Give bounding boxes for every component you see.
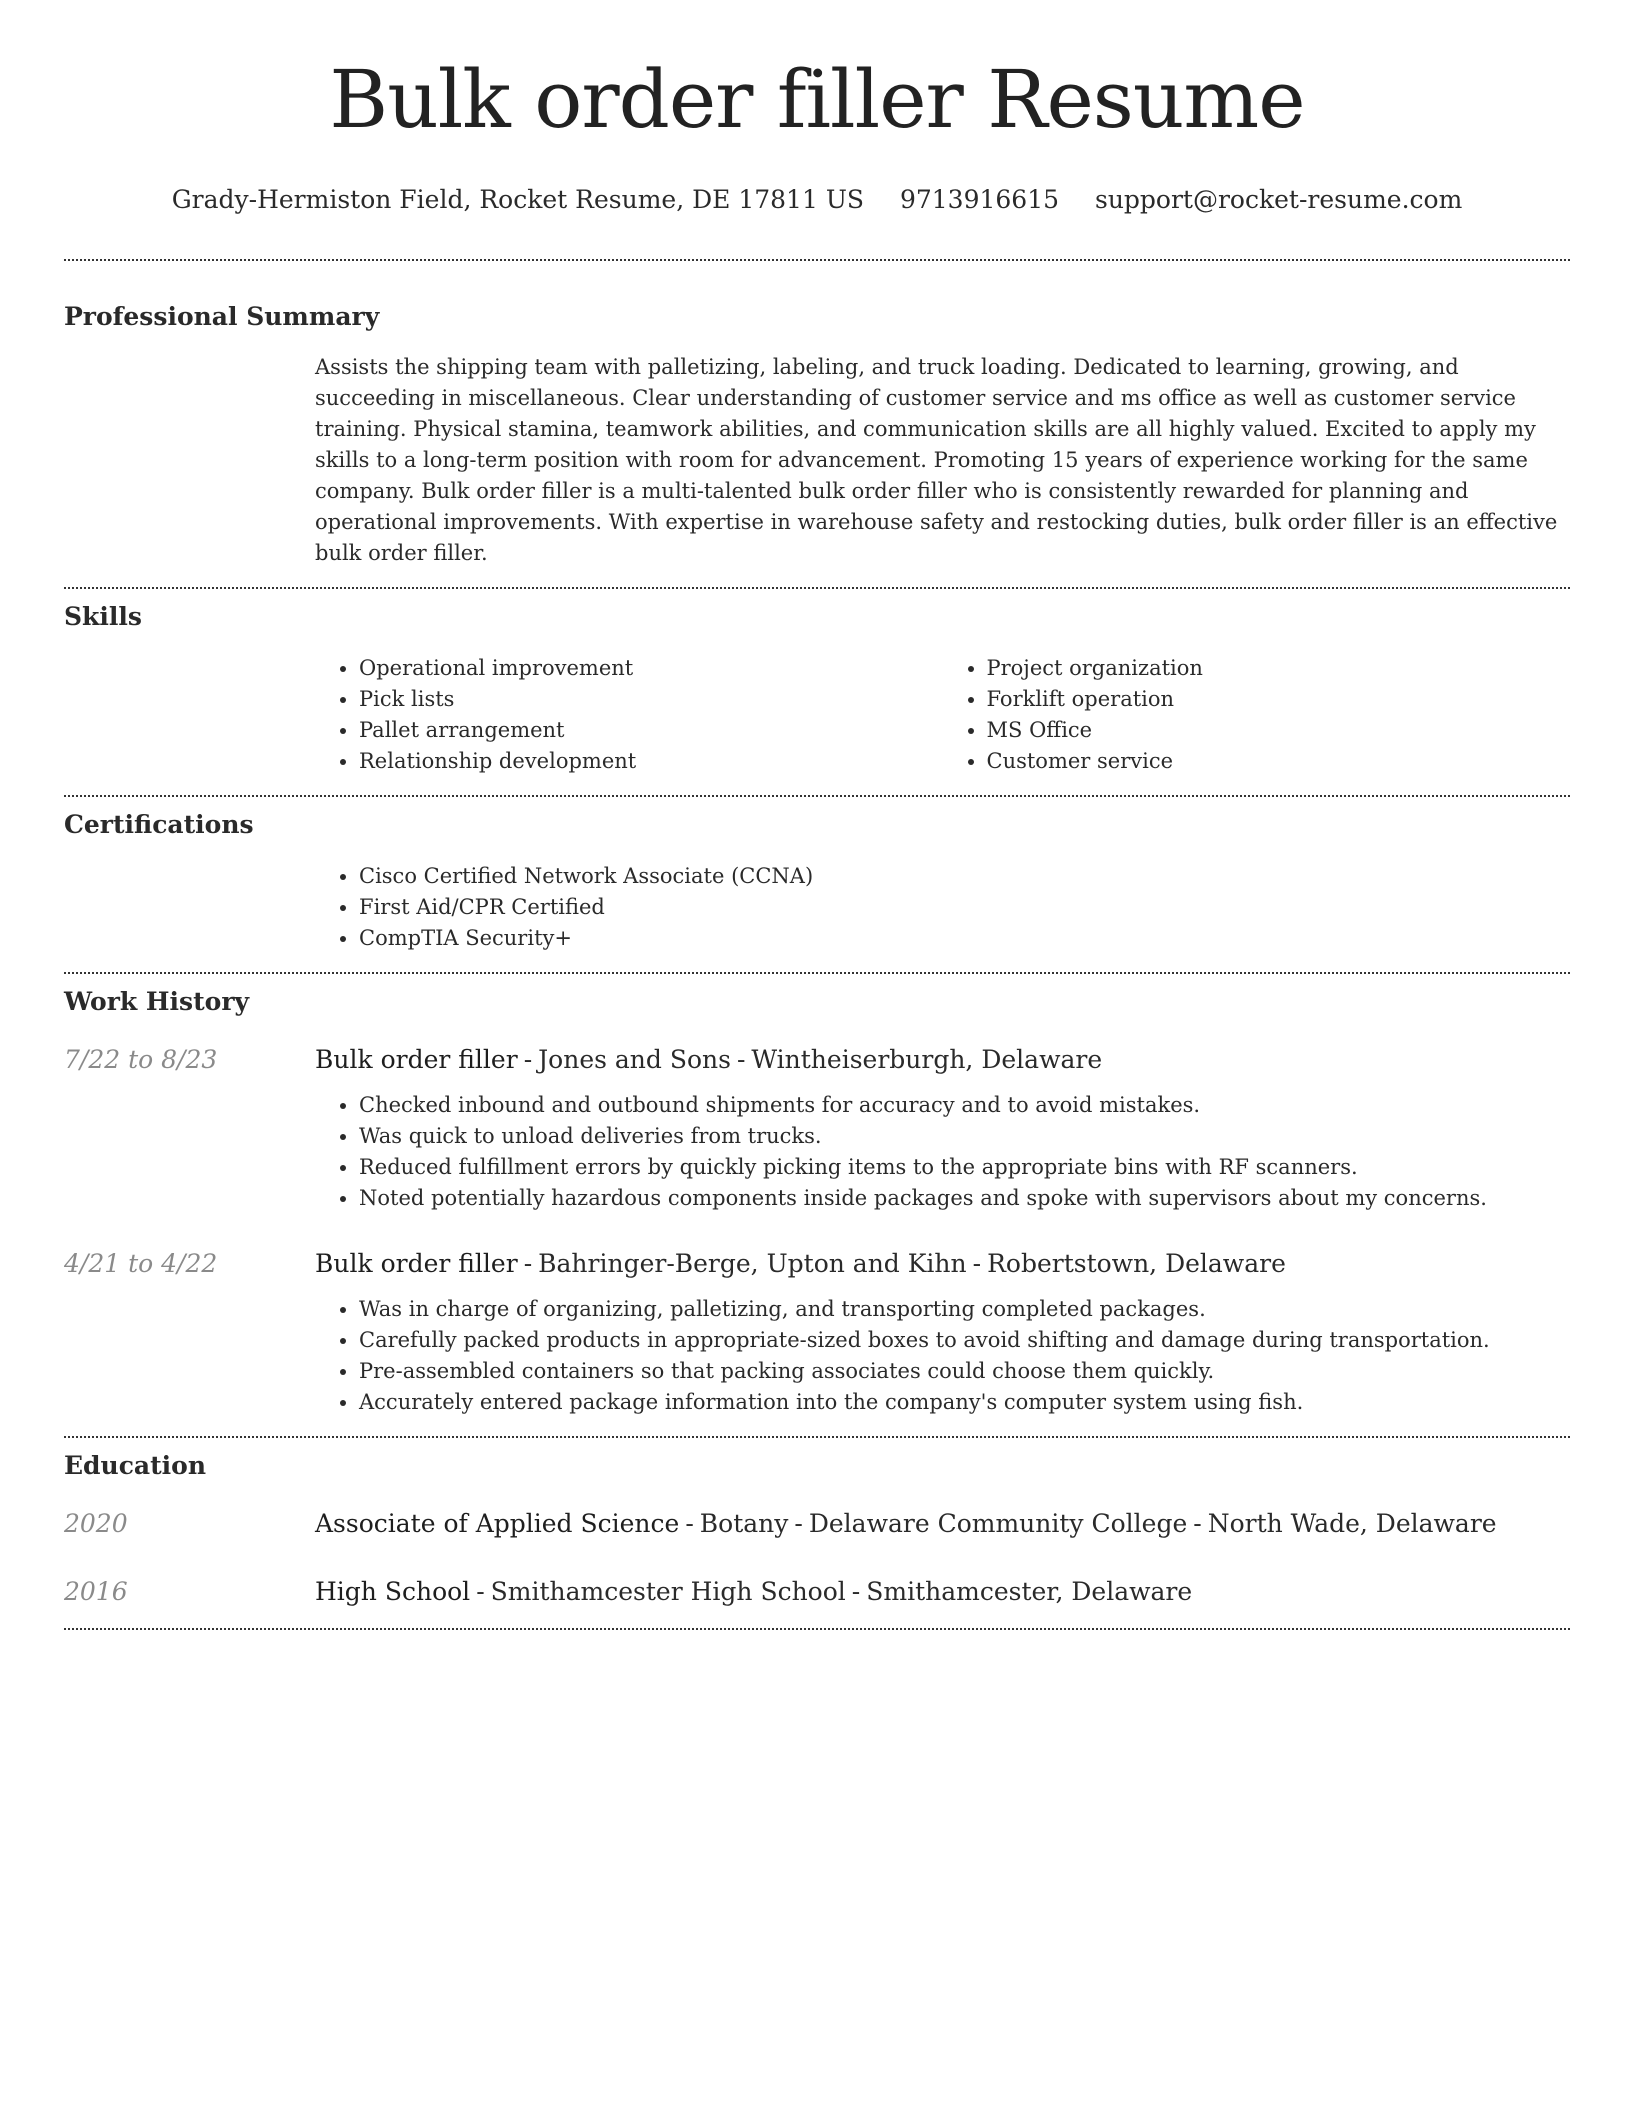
job-title: Bulk order filler [315, 1249, 518, 1278]
divider [64, 795, 1570, 797]
education-field: Botany [699, 1509, 789, 1538]
education-heading: High School - Smithamcester High School - Smithamcester, Delaware [315, 1577, 1193, 1606]
divider [64, 259, 1570, 261]
contact-address: Grady-Hermiston Field, Rocket Resume, DE 17811 US [171, 185, 865, 214]
skill-item: • Pallet arrangement [359, 715, 943, 746]
job-bullet: • Checked inbound and outbound shipments for accuracy and to avoid mistakes. [359, 1090, 1570, 1121]
education-degree: Associate of Applied Science [315, 1509, 680, 1538]
job-bullets [315, 1090, 1570, 1214]
job-entry [64, 1246, 1570, 1418]
section-heading: Skills [64, 602, 142, 631]
job-bullet: • Carefully packed products in appropriate-sized boxes to avoid shifting and damage during transportation. [359, 1325, 1570, 1356]
job-company: Jones and Sons [538, 1045, 731, 1074]
job-bullets [315, 1294, 1570, 1418]
job-header [64, 1246, 1570, 1282]
job-bullet: • Noted potentially hazardous components inside packages and spoke with supervisors about my concerns. [359, 1183, 1570, 1214]
resume-title: Bulk order filler Resume [329, 53, 1305, 146]
education-year: 2016 [64, 1577, 128, 1606]
work-history-section [64, 984, 1570, 1418]
job-heading: Bulk order filler - Jones and Sons - Wintheiserburgh, Delaware [315, 1045, 1103, 1074]
summary-text: Assists the shipping team with palletizing, labeling, and truck loading. Dedicated to learning, growing, and succeeding in miscellaneous. Clear understanding of customer service and ms office as well as customer service training. Physical stamina, teamwork abilities, and communication skills are all highly valued. Excited to apply my skills to a long-term position with room for advancement. Promoting 15 years of experience working for the same company. Bulk order filler is a multi-talented bulk order filler who is consistently rewarded for planning and operational improvements. With expertise in warehouse safety and restocking duties, bulk order filler is an effective bulk order filler. [315, 355, 1558, 565]
job-header [64, 1042, 1570, 1078]
job-details [315, 1090, 1570, 1214]
job-location: Wintheiserburgh, Delaware [751, 1045, 1103, 1074]
job-dates: 4/21 to 4/22 [64, 1249, 218, 1278]
contact-line [64, 182, 1570, 218]
section-heading: Professional Summary [64, 302, 380, 331]
education-location: Smithamcester, Delaware [866, 1577, 1193, 1606]
skills-grid [315, 653, 1570, 777]
divider [64, 1436, 1570, 1438]
education-school: Smithamcester High School [490, 1577, 846, 1606]
education-section [64, 1448, 1570, 1610]
contact-phone: 9713916615 [899, 185, 1060, 214]
certification-item: • CompTIA Security+ [359, 923, 1570, 954]
job-details [315, 1294, 1570, 1418]
skill-item: • MS Office [987, 715, 1571, 746]
skills-section [64, 599, 1570, 777]
skill-item: • Pick lists [359, 684, 943, 715]
education-heading: Associate of Applied Science - Botany - Delaware Community College - North Wade, Delaware [315, 1509, 1497, 1538]
contact-email: support@rocket-resume.com [1094, 185, 1463, 214]
education-entry [64, 1574, 1570, 1610]
summary-section [64, 299, 1570, 569]
education-degree: High School [315, 1577, 471, 1606]
certifications-body [315, 861, 1570, 954]
job-dates: 7/22 to 8/23 [64, 1045, 218, 1074]
skill-item: • Relationship development [359, 746, 943, 777]
skills-list-left [315, 653, 943, 777]
divider [64, 1628, 1570, 1630]
skill-item: • Customer service [987, 746, 1571, 777]
section-heading: Education [64, 1451, 207, 1480]
divider [64, 587, 1570, 589]
education-school: Delaware Community College [808, 1509, 1188, 1538]
resume-page [64, 0, 1570, 1630]
job-location: Robertstown, Delaware [987, 1249, 1286, 1278]
job-bullet: • Accurately entered package information into the company's computer system using fish. [359, 1387, 1570, 1418]
education-entry [64, 1506, 1570, 1542]
skill-item: • Project organization [987, 653, 1571, 684]
section-heading: Certifications [64, 810, 254, 839]
divider [64, 972, 1570, 974]
job-bullet: • Was quick to unload deliveries from trucks. [359, 1121, 1570, 1152]
job-company: Bahringer-Berge, Upton and Kihn [538, 1249, 967, 1278]
skills-list-right [943, 653, 1571, 777]
job-title: Bulk order filler [315, 1045, 518, 1074]
job-bullet: • Pre-assembled containers so that packing associates could choose them quickly. [359, 1356, 1570, 1387]
job-bullet: • Was in charge of organizing, palletizing, and transporting completed packages. [359, 1294, 1570, 1325]
certification-item: • Cisco Certified Network Associate (CCNA) [359, 861, 1570, 892]
education-year: 2020 [64, 1509, 128, 1538]
skill-item: • Forklift operation [987, 684, 1571, 715]
job-entry [64, 1042, 1570, 1214]
certifications-list [315, 861, 1570, 954]
skill-item: • Operational improvement [359, 653, 943, 684]
job-bullet: • Reduced fulfillment errors by quickly picking items to the appropriate bins with RF scanners. [359, 1152, 1570, 1183]
certifications-section [64, 807, 1570, 954]
certification-item: • First Aid/CPR Certified [359, 892, 1570, 923]
education-location: North Wade, Delaware [1207, 1509, 1497, 1538]
job-heading: Bulk order filler - Bahringer-Berge, Upton and Kihn - Robertstown, Delaware [315, 1249, 1286, 1278]
section-heading: Work History [64, 987, 250, 1016]
